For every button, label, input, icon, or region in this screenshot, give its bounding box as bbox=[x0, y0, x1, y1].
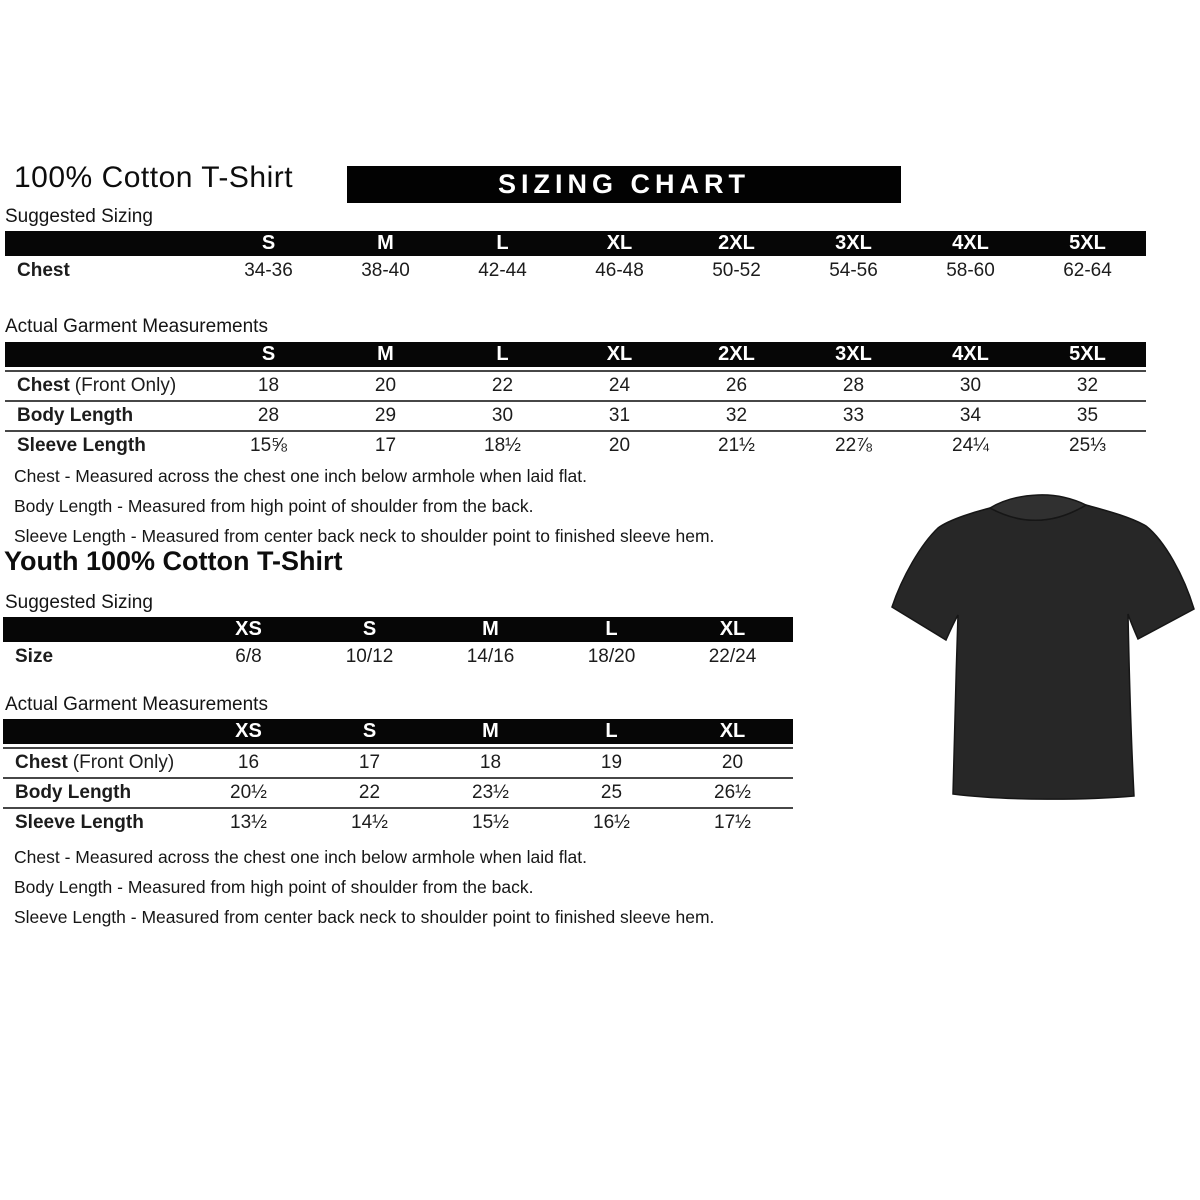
size-column-header: 5XL bbox=[1029, 342, 1146, 370]
note-sleeve-length: Sleeve Length - Measured from center back neck to shoulder point to finished sleeve hem. bbox=[14, 526, 715, 546]
size-column-header: S bbox=[309, 617, 430, 642]
measurement-cell: 18 bbox=[430, 747, 551, 777]
size-value-cell: 54-56 bbox=[829, 260, 878, 281]
measurement-cell: 20 bbox=[672, 747, 793, 777]
size-column-header: XL bbox=[672, 719, 793, 747]
table-header-row bbox=[5, 231, 1146, 256]
youth-suggested-sizing-label: Suggested Sizing bbox=[5, 592, 153, 613]
measurement-cell: 13½ bbox=[188, 807, 309, 837]
size-column-header: 4XL bbox=[912, 231, 1029, 256]
table-row-sleeve-length bbox=[3, 807, 793, 837]
measurement-cell: 32 bbox=[1029, 370, 1146, 400]
youth-suggested-table bbox=[3, 617, 793, 672]
measurement-cell: 35 bbox=[1029, 400, 1146, 430]
measurement-cell: 14½ bbox=[309, 807, 430, 837]
measurement-cell: 20 bbox=[327, 370, 444, 400]
size-column-header: S bbox=[210, 231, 327, 256]
measurement-cell: 30 bbox=[444, 400, 561, 430]
table-row bbox=[5, 256, 1146, 286]
table-row-body-length bbox=[3, 777, 793, 807]
measurement-cell: 16 bbox=[188, 747, 309, 777]
size-column-header: 5XL bbox=[1029, 231, 1146, 256]
size-value-cell: 22/24 bbox=[708, 646, 757, 667]
row-label-text: Sleeve Length bbox=[15, 812, 144, 833]
size-column-header: M bbox=[327, 231, 444, 256]
row-label-size: Size bbox=[15, 646, 54, 667]
measurement-cell: 15½ bbox=[430, 807, 551, 837]
table-header-row bbox=[3, 719, 793, 747]
measurement-cell: 30 bbox=[912, 370, 1029, 400]
measurement-cell: 34 bbox=[912, 400, 1029, 430]
row-label-text: Body Length bbox=[15, 782, 132, 803]
adult-suggested-sizing-label: Suggested Sizing bbox=[5, 206, 153, 227]
size-header-spacer bbox=[5, 342, 210, 370]
measurement-cell: 26½ bbox=[672, 777, 793, 807]
size-value-cell: 14/16 bbox=[466, 646, 515, 667]
measurement-cell: 19 bbox=[551, 747, 672, 777]
measurement-cell: 32 bbox=[678, 400, 795, 430]
row-label-body-length bbox=[3, 777, 188, 807]
size-value-cell: 42-44 bbox=[478, 260, 527, 281]
measurement-cell: 33 bbox=[795, 400, 912, 430]
row-label-chest: Chest bbox=[17, 260, 70, 281]
row-label-body-length bbox=[5, 400, 210, 430]
note-body-length: Body Length - Measured from high point of shoulder from the back. bbox=[14, 496, 534, 516]
measurement-cell: 31 bbox=[561, 400, 678, 430]
size-value-cell: 50-52 bbox=[712, 260, 761, 281]
size-column-header: XL bbox=[561, 231, 678, 256]
adult-suggested-table bbox=[5, 231, 1146, 286]
size-column-header: S bbox=[309, 719, 430, 747]
measurement-cell: 15⅝ bbox=[210, 430, 327, 460]
measurement-cell: 20½ bbox=[188, 777, 309, 807]
row-label-text: Chest bbox=[17, 375, 70, 396]
note-chest: Chest - Measured across the chest one inch below armhole when laid flat. bbox=[14, 466, 587, 486]
table-header-row bbox=[3, 617, 793, 642]
measurement-cell: 24 bbox=[561, 370, 678, 400]
row-label-suffix: (Front Only) bbox=[72, 752, 175, 773]
size-column-header: XL bbox=[672, 617, 793, 642]
size-value-cell: 58-60 bbox=[946, 260, 995, 281]
row-label-text: Sleeve Length bbox=[17, 435, 146, 456]
row-label-text: Body Length bbox=[17, 405, 134, 426]
row-label-text: Chest bbox=[15, 752, 68, 773]
row-label-chest bbox=[5, 370, 210, 400]
youth-actual-measurements-label: Actual Garment Measurements bbox=[5, 694, 268, 715]
size-value-cell: 62-64 bbox=[1063, 260, 1112, 281]
row-label-sleeve-length bbox=[5, 430, 210, 460]
row-label-chest bbox=[3, 747, 188, 777]
measurement-cell: 22 bbox=[309, 777, 430, 807]
size-column-header: S bbox=[210, 342, 327, 370]
size-column-header: 3XL bbox=[795, 342, 912, 370]
size-column-header: 3XL bbox=[795, 231, 912, 256]
measurement-cell: 24¼ bbox=[912, 430, 1029, 460]
note-body-length: Body Length - Measured from high point of shoulder from the back. bbox=[14, 877, 534, 897]
measurement-cell: 20 bbox=[561, 430, 678, 460]
adult-measurement-notes bbox=[14, 461, 714, 551]
tshirt-image bbox=[888, 476, 1198, 811]
size-value-cell: 34-36 bbox=[244, 260, 293, 281]
adult-measurements-table bbox=[5, 342, 1146, 460]
size-header-spacer bbox=[5, 231, 210, 256]
measurement-cell: 22⅞ bbox=[795, 430, 912, 460]
size-value-cell: 46-48 bbox=[595, 260, 644, 281]
measurement-cell: 18½ bbox=[444, 430, 561, 460]
size-header-spacer bbox=[3, 719, 188, 747]
size-value-cell: 10/12 bbox=[345, 646, 394, 667]
table-header-row bbox=[5, 342, 1146, 370]
measurement-cell: 17 bbox=[309, 747, 430, 777]
size-column-header: 2XL bbox=[678, 342, 795, 370]
youth-measurement-notes bbox=[14, 842, 714, 932]
measurement-cell: 22 bbox=[444, 370, 561, 400]
table-row-sleeve-length bbox=[5, 430, 1146, 460]
size-column-header: XL bbox=[561, 342, 678, 370]
measurement-cell: 28 bbox=[795, 370, 912, 400]
sizing-chart-banner bbox=[347, 166, 901, 203]
size-column-header: M bbox=[430, 617, 551, 642]
table-row-body-length bbox=[5, 400, 1146, 430]
sizing-chart-banner-text: SIZING CHART bbox=[498, 169, 750, 199]
table-row-chest bbox=[3, 747, 793, 777]
size-column-header: L bbox=[551, 617, 672, 642]
youth-measurements-table bbox=[3, 719, 793, 837]
size-column-header: L bbox=[551, 719, 672, 747]
youth-section-title: Youth 100% Cotton T-Shirt bbox=[4, 546, 343, 576]
measurement-cell: 25⅓ bbox=[1029, 430, 1146, 460]
measurement-cell: 26 bbox=[678, 370, 795, 400]
table-row-size bbox=[3, 642, 793, 672]
size-value-cell: 18/20 bbox=[587, 646, 636, 667]
note-chest: Chest - Measured across the chest one inch below armhole when laid flat. bbox=[14, 847, 587, 867]
table-row-chest bbox=[5, 370, 1146, 400]
size-column-header: 4XL bbox=[912, 342, 1029, 370]
measurement-cell: 16½ bbox=[551, 807, 672, 837]
measurement-cell: 17 bbox=[327, 430, 444, 460]
measurement-cell: 18 bbox=[210, 370, 327, 400]
size-column-header: L bbox=[444, 231, 561, 256]
adult-actual-measurements-label: Actual Garment Measurements bbox=[5, 316, 268, 337]
note-sleeve-length: Sleeve Length - Measured from center back neck to shoulder point to finished sleeve hem. bbox=[14, 907, 715, 927]
page-title: 100% Cotton T-Shirt bbox=[14, 161, 294, 194]
size-value-cell: 6/8 bbox=[235, 646, 262, 667]
measurement-cell: 17½ bbox=[672, 807, 793, 837]
size-value-cell: 38-40 bbox=[361, 260, 410, 281]
tshirt-body-shape bbox=[892, 505, 1194, 799]
size-column-header: M bbox=[430, 719, 551, 747]
size-column-header: L bbox=[444, 342, 561, 370]
measurement-cell: 25 bbox=[551, 777, 672, 807]
size-column-header: XS bbox=[188, 719, 309, 747]
measurement-cell: 23½ bbox=[430, 777, 551, 807]
size-column-header: M bbox=[327, 342, 444, 370]
size-column-header: 2XL bbox=[678, 231, 795, 256]
row-label-suffix: (Front Only) bbox=[74, 375, 177, 396]
size-header-spacer bbox=[3, 617, 188, 642]
row-label-sleeve-length bbox=[3, 807, 188, 837]
measurement-cell: 21½ bbox=[678, 430, 795, 460]
size-column-header: XS bbox=[188, 617, 309, 642]
measurement-cell: 29 bbox=[327, 400, 444, 430]
measurement-cell: 28 bbox=[210, 400, 327, 430]
